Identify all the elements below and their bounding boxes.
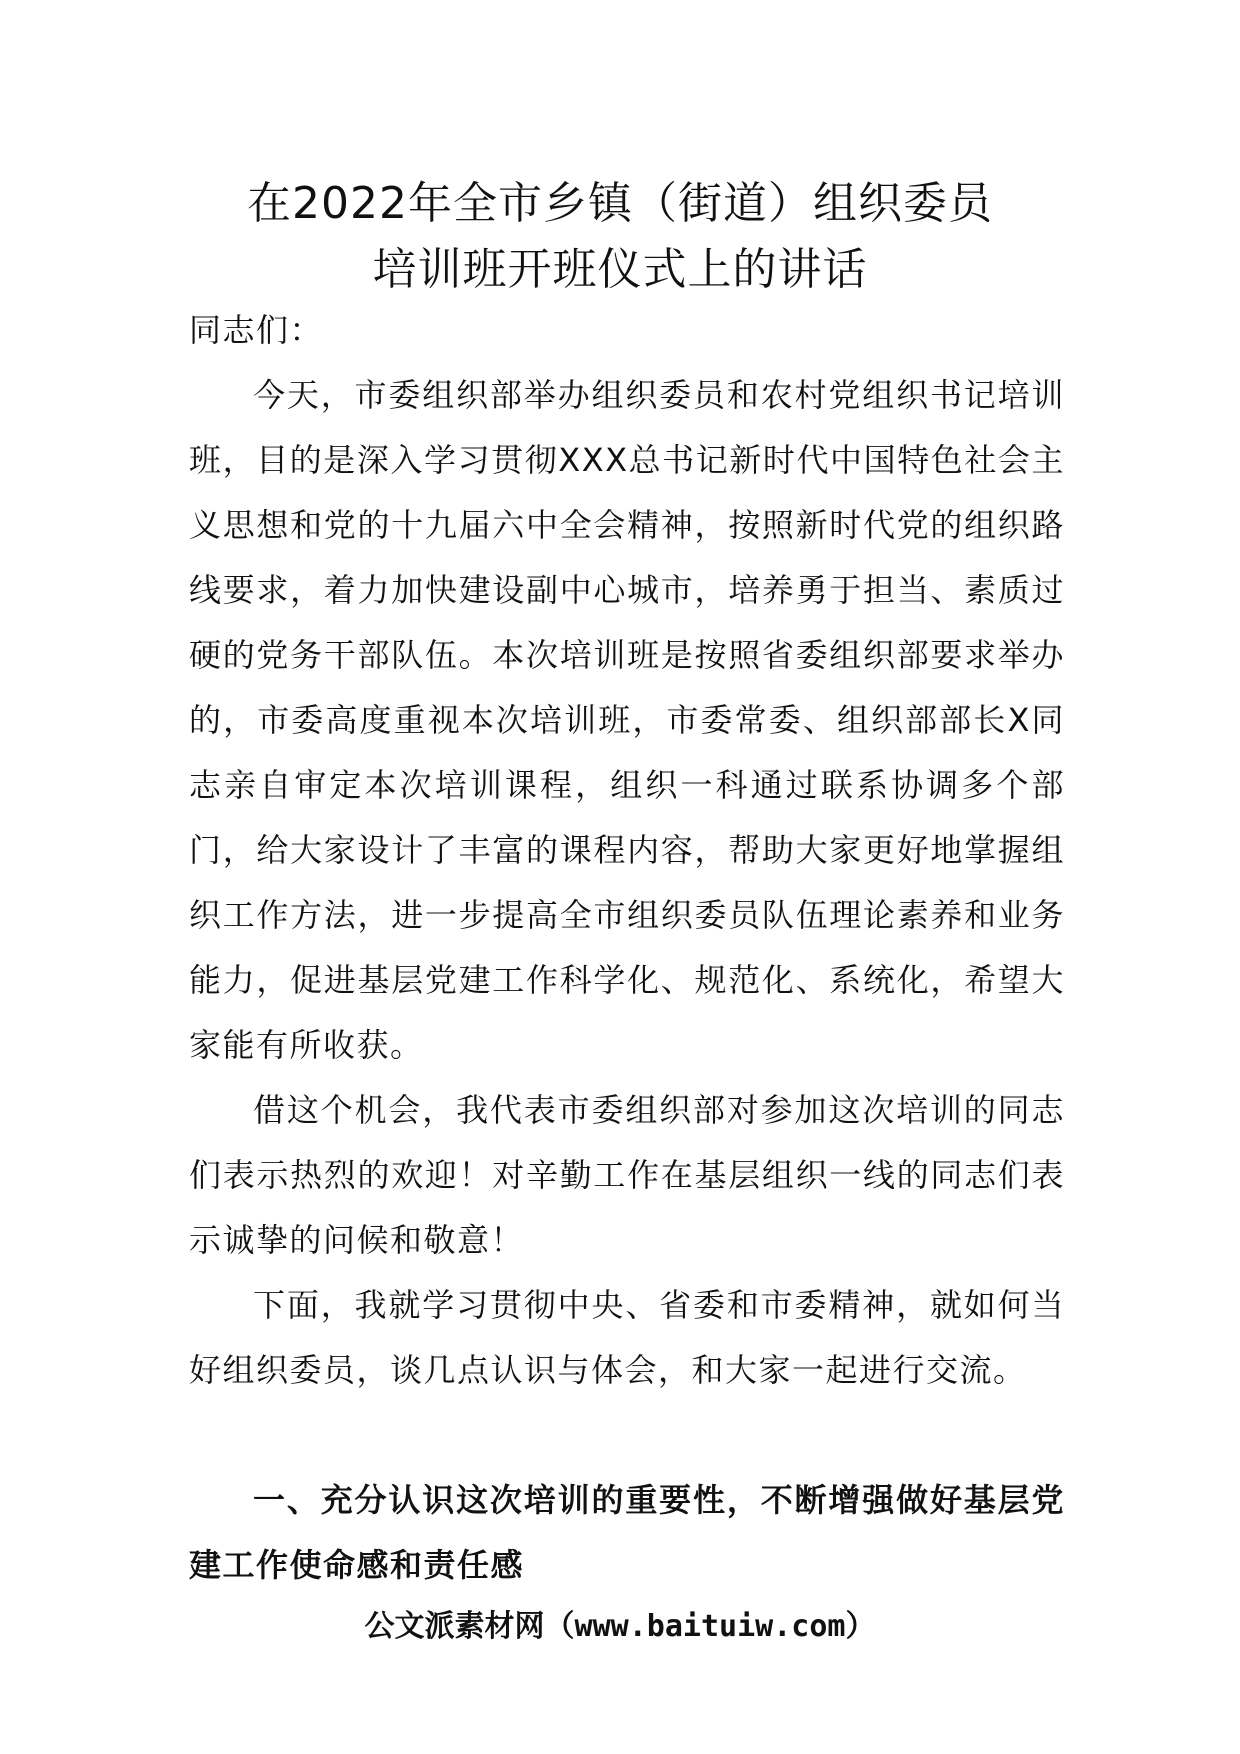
salutation: 同志们： <box>189 311 324 349</box>
footer-close-paren: ） <box>845 1609 876 1644</box>
document-title-line-1: 在2022年全市乡镇（街道）组织委员 <box>247 178 993 229</box>
document-title-line-2: 培训班开班仪式上的讲话 <box>372 244 868 295</box>
paragraph-3: 下面，我就学习贯彻中央、省委和市委精神，就如何当好组织委员，谈几点认识与体会，和大家一起进行交流。 <box>189 1286 1065 1389</box>
footer-watermark <box>0 1605 1240 1649</box>
paragraph-1: 今天，市委组织部举办组织委员和农村党组织书记培训班，目的是深入学习贯彻XXX总书记新时代中国特色社会主义思想和党的十九届六中全会精神，按照新时代党的组织路线要求，着力加快建设副中心城市，培养勇于担当、素质过硬的党务干部队伍。本次培训班是按照省委组织部要求举办的，市委高度重视本次培训班，市委常委、组织部部长X同志亲自审定本次培训课程，组织一科通过联系协调多个部门，给大家设计了丰富的课程内容，帮助大家更好地掌握组织工作方法，进一步提高全市组织委员队伍理论素养和业务能力，促进基层党建工作科学化、规范化、系统化，希望大家能有所收获。 <box>189 376 1065 1064</box>
section-heading-1: 一、充分认识这次培训的重要性，不断增强做好基层党建工作使命感和责任感 <box>189 1481 1065 1584</box>
footer-site-name: 公文派素材网 <box>364 1609 545 1644</box>
footer-open-paren: （ <box>544 1609 575 1644</box>
paragraph-2: 借这个机会，我代表市委组织部对参加这次培训的同志们表示热烈的欢迎！对辛勤工作在基层组织一线的同志们表示诚挚的问候和敬意！ <box>189 1091 1065 1259</box>
footer-url: www.baituiw.com <box>574 1609 846 1644</box>
